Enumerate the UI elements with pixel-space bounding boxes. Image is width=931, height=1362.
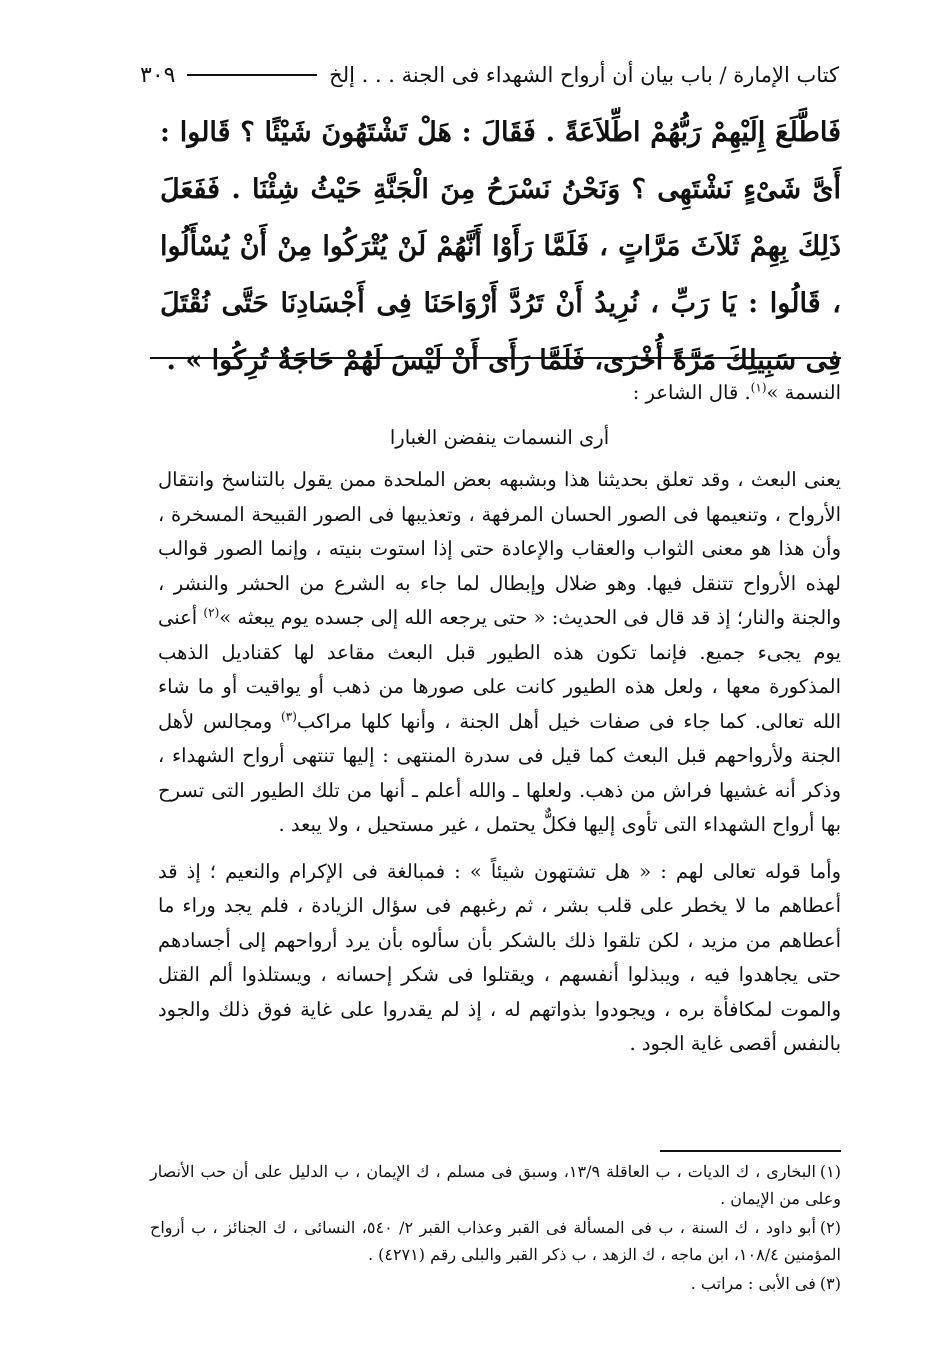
footnote-text: البخارى ، ك الديات ، ب العاقلة ١٣/٩، وسبق فى مسلم ، ك الإيمان ، ب الدليل على أن حب الأنصار وعلى من الإيمان .: [150, 1162, 841, 1208]
footnote-ref-1: (١): [750, 380, 767, 395]
footnote-3: [150, 1270, 841, 1297]
header-rule: [187, 74, 317, 76]
hadith-text: فَاطَّلَعَ إِلَيْهِمْ رَبُّهُمْ اطِّلاَعَةً . فَقَالَ : هَلْ تَشْتَهُونَ شَيْئًا ؟ قَالوا : أَىَّ شَىْءٍ نَشْتَهِى ؟ وَنَحْنُ نَسْرَحُ مِنَ الْجَنَّةِ حَيْثُ شِئْنَا . فَفَعَلَ ذَلِكَ بِهِمْ ثَلاَثَ مَرَّاتٍ ، فَلَمَّا رَأَوْا أَنَّهُمْ لَنْ يُتْرَكُوا مِنْ أَنْ يُسْأَلُوا ، قَالُوا : يَا رَبِّ ، نُرِيدُ أَنْ تَرُدَّ أَرْوَاحَنَا فِى أَجْسَادِنَا حَتَّى نُقْتَلَ فِى سَبِيلِكَ مَرَّةً أُخْرَى، فَلَمَّا رَأَى أَنْ لَيْسَ لَهُمْ حَاجَةٌ تُرِكُوا » .: [160, 117, 841, 376]
commentary: [158, 376, 841, 1062]
footnote-mark: (١): [819, 1162, 842, 1181]
intro-rest: . قال الشاعر :: [632, 381, 751, 404]
footnote-2: [150, 1214, 841, 1268]
intro-text: النسمة »: [766, 381, 841, 404]
section-divider: [150, 357, 841, 359]
poetry-verse: أرى النسمات ينفضن الغبارا: [389, 425, 610, 449]
footnote-mark: (٣): [819, 1274, 841, 1293]
footnote-ref-2: (٢): [203, 605, 220, 620]
footnotes: [150, 1158, 841, 1299]
footnote-ref-3: (٣): [281, 709, 297, 723]
chapter-title: كتاب الإمارة / باب بيان أن أرواح الشهداء فى الجنة . . . إلخ: [329, 63, 839, 87]
paragraph-1-part-a: يعنى البعث ، وقد تعلق بحديثنا هذا وبشبهه بعض الملحدة ممن يقول بالتناسخ وانتقال الأرواح ، وتنعيمها فى الصور الحسان المرفهة ، وتعذيبها فى الصور القبيحة المسخرة ، وأن هذا هو معنى الثواب والعقاب والإعادة حتى إذا استوت بنيته ، وإنما الصور قوالب لهذه الأرواح تتنقل فيها. وهو ضلال وإبطال لما جاء به الشرع من الحشر والنشر ، والجنة والنار؛ إذ قد قال فى الحديث: « حتى يرجعه الله إلى جسده يوم يبعثه »: [158, 468, 842, 629]
commentary-intro: [158, 376, 841, 411]
footnote-text: فى الأبى : مراتب .: [690, 1274, 816, 1293]
footnote-divider: [660, 1150, 841, 1152]
commentary-paragraph-2: وأما قوله تعالى لهم : « هل تشتهون شيئاً » : فمبالغة فى الإكرام والنعيم ؛ إذ قد أعطاهم ما لا يخطر على قلب بشر ، ثم رغبهم فى سؤال الزيادة ، فلم يجد وراء ما أعطاهم من مزيد ، لكن تلقوا ذلك بالشكر بأن سألوه بأن يرد أرواحهم إلى أجسادهم حتى يجاهدوا فيه ، ويبذلوا أنفسهم ، ويقتلوا فى شكر إحسانه ، ويستلذوا ألم القتل والموت لمكافأة بره ، ويجودوا بذواتهم له ، إذ لم يقدروا على غاية فوق ذلك والجود بالنفس أقصى غاية الجود .: [158, 859, 841, 1055]
footnote-mark: (٢): [819, 1218, 841, 1237]
footnote-1: [150, 1158, 841, 1212]
commentary-paragraph-1: [158, 463, 841, 843]
footnote-text: أبو داود ، ك السنة ، ب فى المسألة فى القبر وعذاب القبر ٢/ ٥٤٠، النسائى ، ك الجنائز ، ب أرواح المؤمنين ١٠٨/٤، ابن ماجه ، ك الزهد ، ب ذكر القبر والبلى رقم (٤٢٧١) .: [150, 1218, 841, 1264]
paragraph-1-part-b: أعنى يوم يجىء جميع. فإنما تكون هذه الطيور قبل البعث مقاعد لها كقناديل الذهب المذكورة معها ، ولعل هذه الطيور كانت على صورها من ذهب أو يواقيت أو ما شاء الله تعالى. كما جاء فى صفات خيل أهل الجنة ، وأنها كلها مراكب: [158, 606, 841, 733]
paragraph-1-part-c: ومجالس لأهل الجنة ولأرواحهم قبل البعث كما قيل فى سدرة المنتهى : إليها تنتهى أرواح الشهداء ، وذكر أنه غشيها فراش من ذهب. ولعلها ـ والله أعلم ـ أنها من تلك الطيور التى تسرح بها أرواح الشهداء التى تأوى إليها فكلٌّ يحتمل ، غير مستحيل ، ولا يبعد .: [158, 709, 841, 836]
page-number: ٣٠٩: [140, 62, 176, 88]
running-header: [140, 58, 839, 92]
